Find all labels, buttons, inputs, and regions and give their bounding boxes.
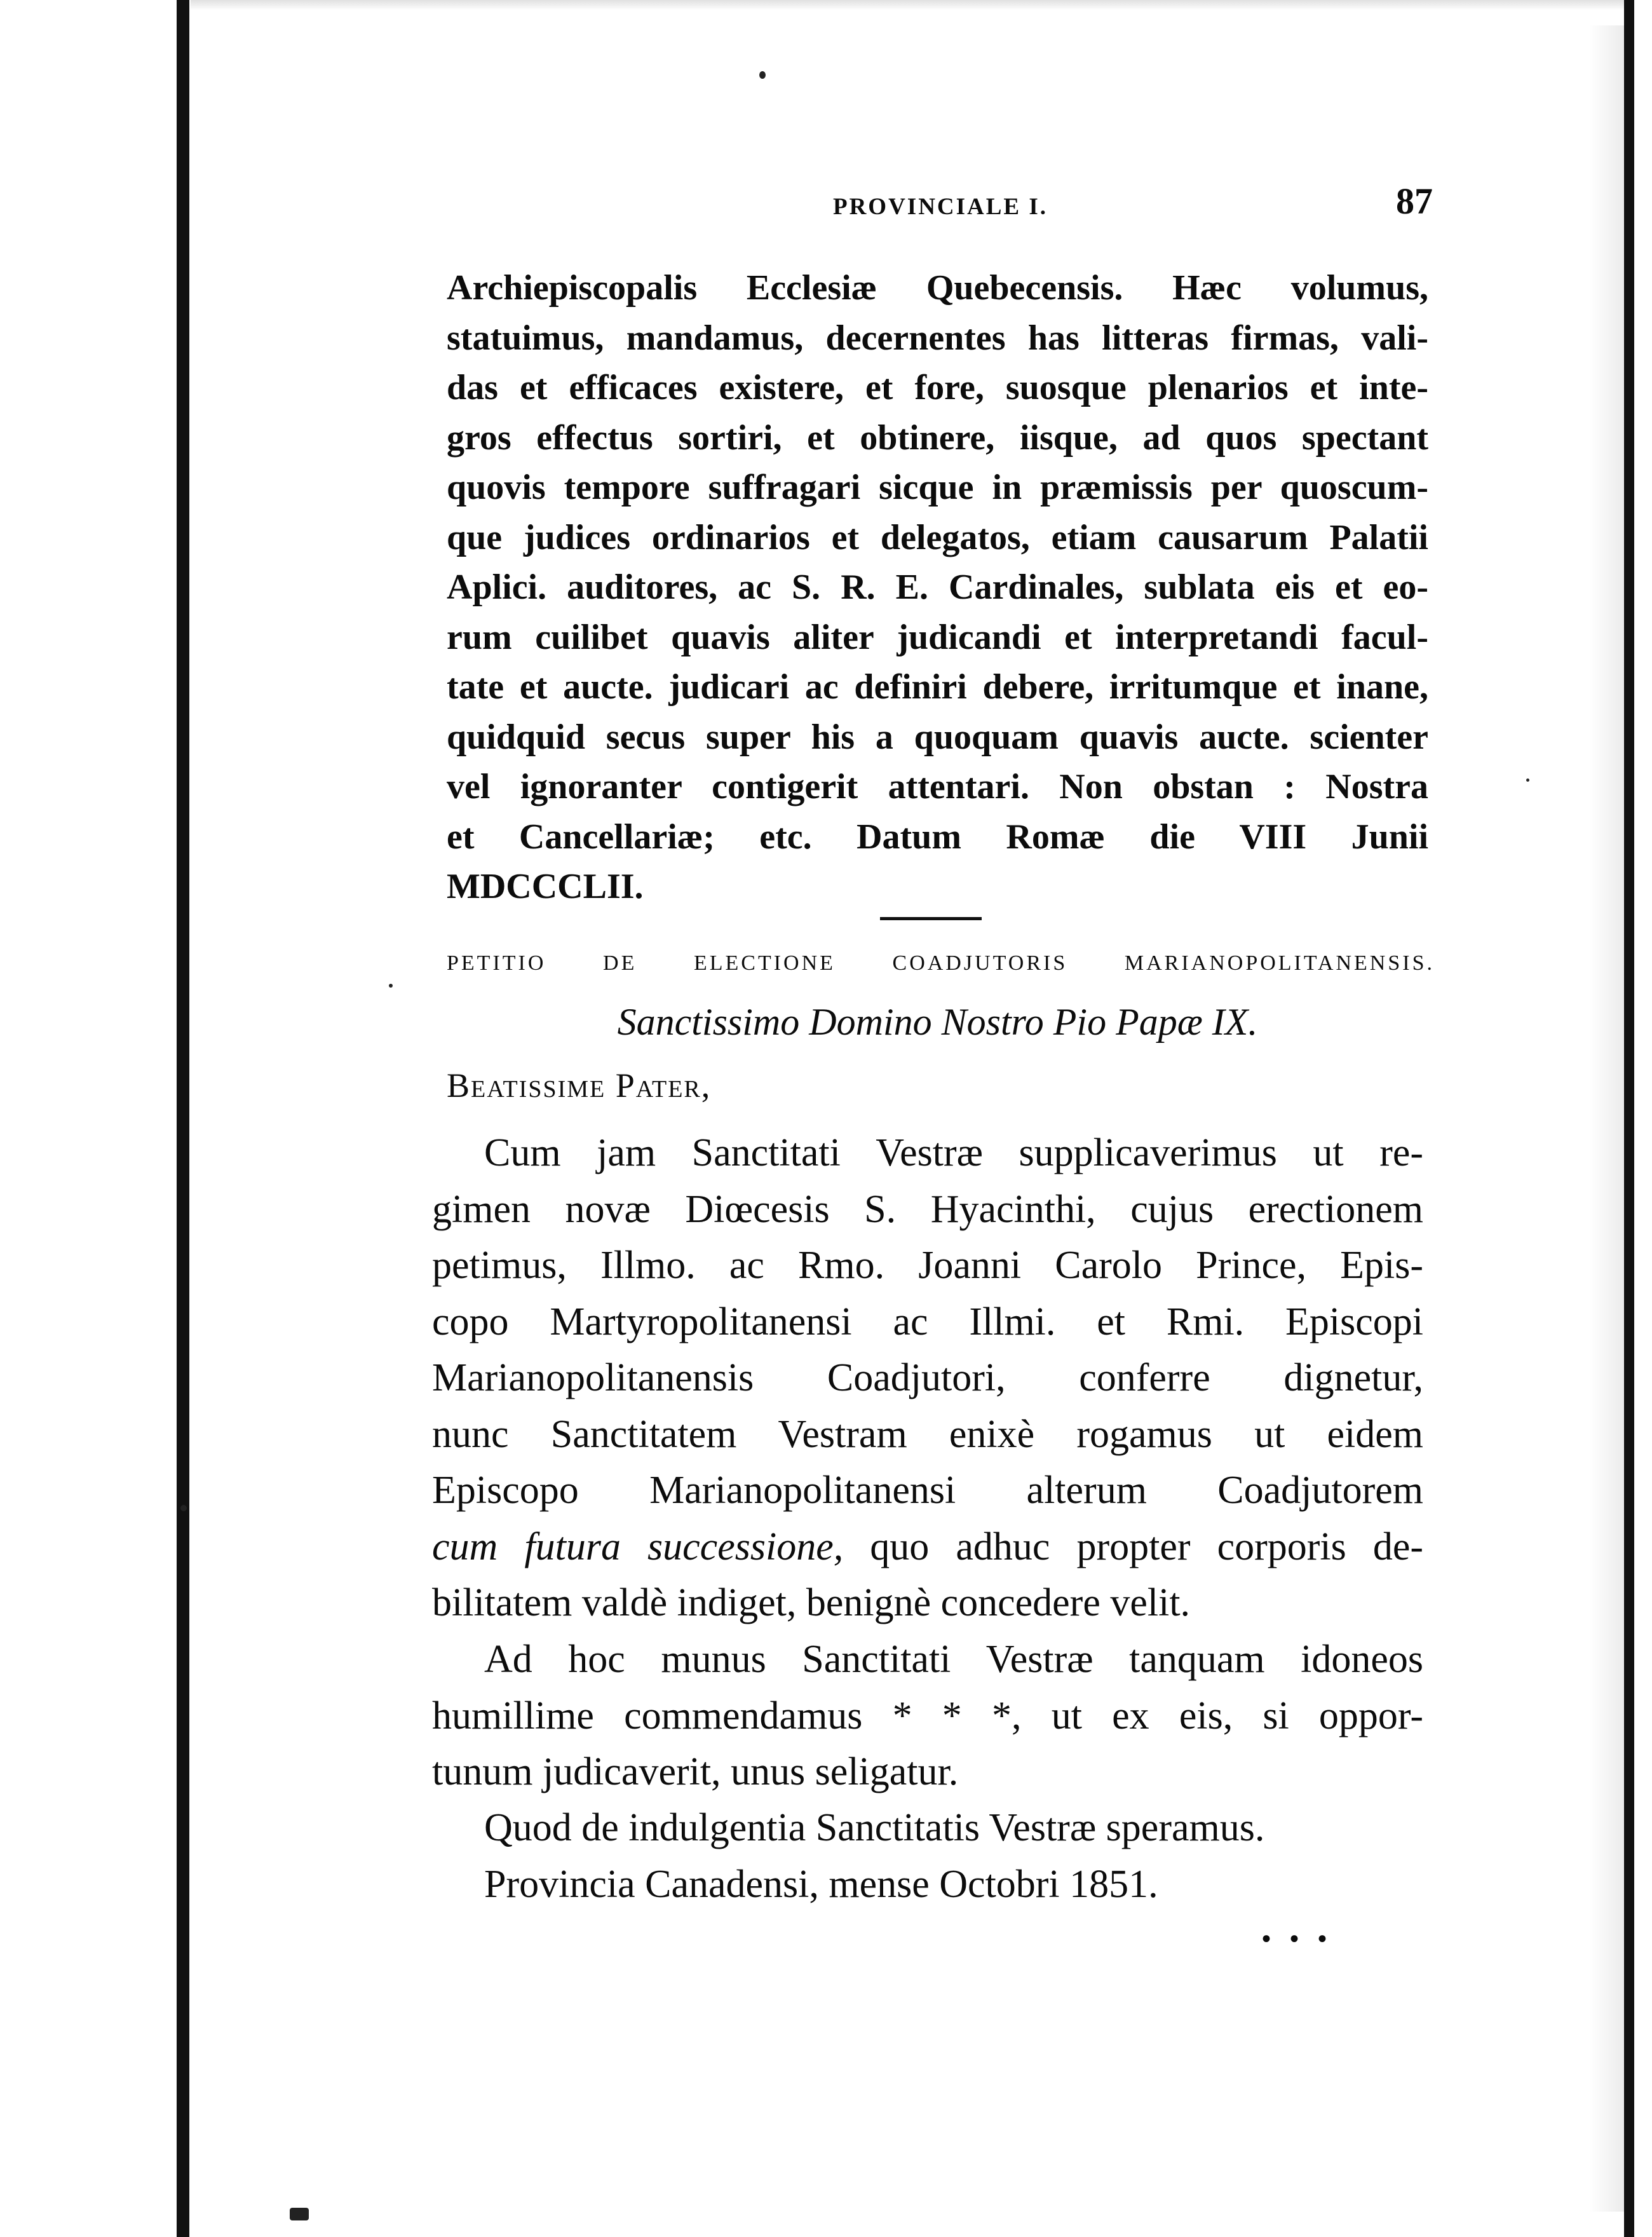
scan-top-shadow bbox=[191, 0, 1624, 10]
text-line: Marianopolitanensis Coadjutori, conferre dignetur, bbox=[432, 1356, 1423, 1399]
ink-speck bbox=[1526, 779, 1529, 782]
letter-paragraph bbox=[432, 1125, 1423, 1631]
signature-marks: • • • bbox=[1262, 1924, 1334, 1953]
text-line: vel ignoranter contigerit attentari. Non obstan : Nostra bbox=[447, 767, 1428, 806]
section-divider bbox=[880, 917, 982, 920]
running-head: PROVINCIALE I. bbox=[832, 194, 1048, 220]
text-line: Archiepiscopalis Ecclesiæ Quebecensis. Hæc volumus, bbox=[447, 268, 1428, 308]
text-line: statuimus, mandamus, decernentes has litteras firmas, vali- bbox=[447, 318, 1428, 358]
text-line: nunc Sanctitatem Vestram enixè rogamus ut eidem bbox=[432, 1412, 1423, 1456]
text-line: gimen novæ Diœcesis S. Hyacinthi, cujus erectionem bbox=[432, 1187, 1423, 1231]
ink-speck bbox=[180, 1505, 187, 1511]
address-line: Sanctissimo Domino Nostro Pio Papæ IX. bbox=[617, 1001, 1258, 1043]
text-line: rum cuilibet quavis aliter judicandi et interpretandi facul- bbox=[447, 617, 1428, 657]
salutation: Beatissime Pater, bbox=[447, 1066, 712, 1105]
text-line: Aplici. auditores, ac S. R. E. Cardinales, sublata eis et eo- bbox=[447, 568, 1428, 607]
text-line: gros effectus sortiri, et obtinere, iisque, ad quos spectant bbox=[447, 418, 1428, 458]
letter-paragraph bbox=[432, 1800, 1423, 1856]
text-line: tunum judicaverit, unus seligatur. bbox=[432, 1750, 959, 1793]
continued-paragraph bbox=[447, 263, 1428, 912]
scan-right-shade bbox=[1588, 25, 1624, 2212]
ink-speck bbox=[759, 71, 766, 79]
text-line: tate et aucte. judicari ac definiri debere, irritumque et inane, bbox=[447, 667, 1428, 707]
scan-right-edge bbox=[1624, 0, 1634, 2237]
text-line: Provincia Canadensi, mense Octobri 1851. bbox=[484, 1863, 1158, 1906]
text-line: et Cancellariæ; etc. Datum Romæ die VIII Junii bbox=[447, 817, 1428, 857]
text-line: que judices ordinarios et delegatos, etiam causarum Palatii bbox=[447, 517, 1428, 557]
ink-speck bbox=[290, 2208, 309, 2220]
text-line: quidquid secus super his a quoquam quavis aucte. scienter bbox=[447, 717, 1428, 757]
text-line: quovis tempore suffragari sicque in præmissis per quoscum- bbox=[447, 468, 1428, 507]
scan-left-edge bbox=[177, 0, 189, 2237]
page-number: 87 bbox=[1396, 180, 1433, 222]
text-line: das et efficaces existere, et fore, suosque plenarios et inte- bbox=[447, 368, 1428, 407]
text-line: copo Martyropolitanensi ac Illmi. et Rmi. Episcopi bbox=[432, 1300, 1423, 1343]
text-run: quo adhuc propter corporis de- bbox=[843, 1525, 1424, 1568]
text-line: Cum jam Sanctitati Vestræ supplicaverimus ut re- bbox=[484, 1131, 1423, 1174]
text-line: humillime commendamus * * *, ut ex eis, si oppor- bbox=[432, 1694, 1423, 1737]
text-line: Episcopo Marianopolitanensi alterum Coadjutorem bbox=[432, 1469, 1423, 1512]
text-line: MDCCCLII. bbox=[447, 867, 644, 906]
italic-phrase: cum futura successione, bbox=[432, 1525, 844, 1568]
text-line: bilitatem valdè indiget, benignè concedere velit. bbox=[432, 1581, 1191, 1624]
dateline bbox=[432, 1856, 1423, 1913]
text-line: Ad hoc munus Sanctitati Vestræ tanquam idoneos bbox=[484, 1638, 1423, 1681]
text-line: Quod de indulgentia Sanctitatis Vestræ speramus. bbox=[484, 1806, 1265, 1849]
ink-speck bbox=[389, 984, 393, 988]
text-line: petimus, Illmo. ac Rmo. Joanni Carolo Prince, Epis- bbox=[432, 1244, 1423, 1287]
letter-paragraph bbox=[432, 1631, 1423, 1800]
text-line bbox=[432, 1519, 1423, 1575]
section-heading: PETITIO DE ELECTIONE COADJUTORIS MARIANOPOLITANENSIS. bbox=[447, 951, 1435, 975]
